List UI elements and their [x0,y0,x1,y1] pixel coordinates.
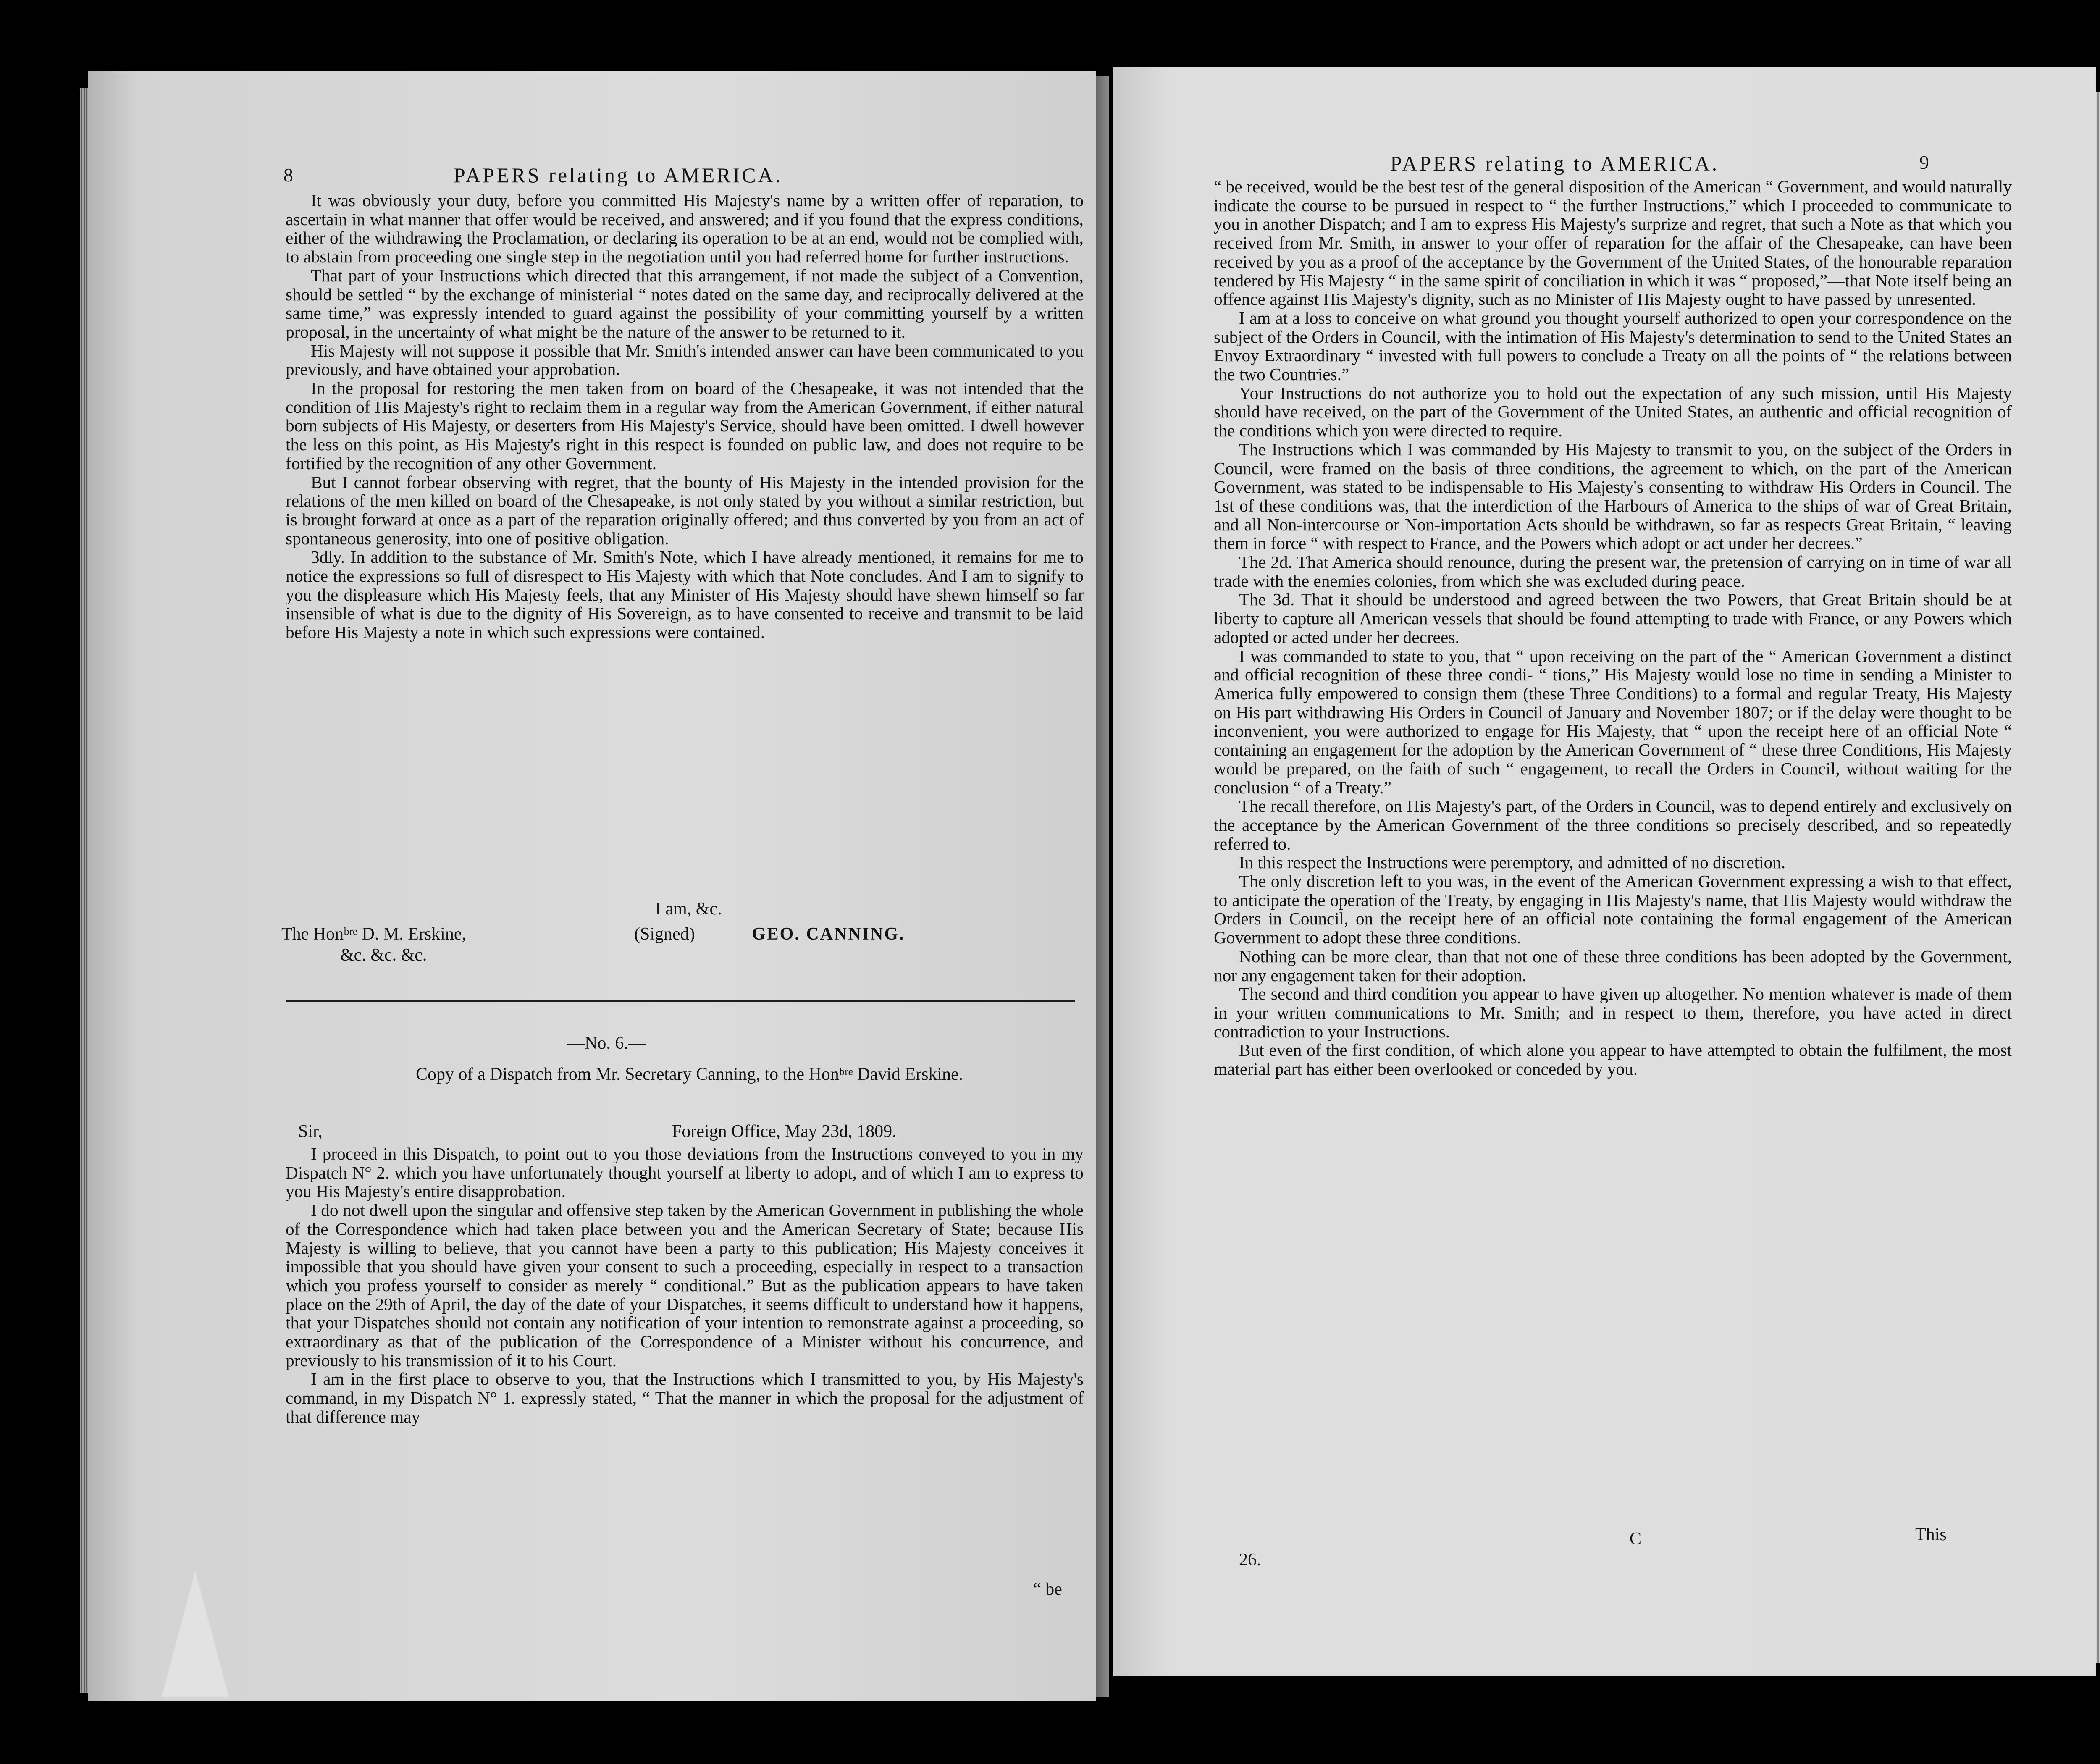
sheet-number: 26. [1239,1550,1261,1570]
paragraph: I do not dwell upon the singular and offensive step taken by the American Government in publishing the whole of the Correspondence which had taken place between you and the American Secretary of State; because His Majesty is willing to believe, that you cannot have been a party to this publication; His Majesty conceives it impossible that you should have given your consent to such a proceeding, especially in respect to a transaction which you profess yourself to consider as merely “ conditional.” But as the publication appears to have taken place on the 29th of April, the day of the date of your Dispatches, it seems difficult to understand how it happens, that your Dispatches should not contain any notification of your intention to remonstrate against a proceeding, so extraordinary as that of the publication of the Correspondence of a Minister without his concurrence, and previously to his transmission of it to his Court. [286,1200,1084,1370]
right-page [1113,67,2096,1676]
dateline: Foreign Office, May 23d, 1809. [672,1122,897,1141]
closing-formula: I am, &c. [655,899,722,919]
document-number: —No. 6.— [567,1034,646,1053]
paragraph: “ be received, would be the best test of the general disposition of the American “ Government, and would naturally indicate the course to be pursued in respect to “ the further Instructions,” which I proceeded to communicate to you in another Dispatch; and I am to express His Majesty's surprize and regret, that such a Note as that which you received from Mr. Smith, in answer to your offer of reparation for the affair of the Chesapeake, can have been received by you as a proof of the acceptance by the Government of the United States, of the honourable reparation tendered by His Majesty “ in the same spirit of conciliation in which it was “ proposed,”—that Note itself being an offence against His Majesty's dignity, such as no Minister of His Majesty ought to have passed by unresented. [1214,177,2012,309]
paragraph: But I cannot forbear observing with regret, that the bounty of His Majesty in the intended provision for the relations of the men killed on board of the Chesapeake, is not only stated by you without a similar restriction, but is brought forward at once as a part of the reparation originally offered; and thus converted by you from an act of spontaneous generosity, into one of positive obligation. [286,472,1084,548]
left-running-head: PAPERS relating to AMERICA. [454,163,783,187]
document-caption: Copy of a Dispatch from Mr. Secretary Canning, to the Honᵇʳᵉ David Erskine. [416,1065,963,1084]
signature-mark: C [1630,1529,1642,1549]
catchword: This [1915,1525,1947,1544]
left-dispatch-text [286,1144,1084,1426]
paragraph: In the proposal for restoring the men taken from on board of the Chesapeake, it was not intended that the condition of His Majesty's right to reclaim them in a regular way from the American Government, if either natural born subjects of His Majesty, or deserters from His Majesty's Service, should have been omitted. I dwell however the less on this point, as His Majesty's right in this respect is founded on public law, and does not require to be fortified by the recognition of any other Government. [286,378,1084,473]
paragraph: The recall therefore, on His Majesty's part, of the Orders in Council, was to depend entirely and exclusively on the acceptance by the American Government of the three conditions so precisely described, and so repeatedly referred to. [1214,796,2012,853]
paragraph: The second and third condition you appear to have given up altogether. No mention whatever is made of them in your written communications to Mr. Smith; and in respect to them, therefore, you have acted in direct contradiction to your Instructions. [1214,984,2012,1041]
paragraph: The Instructions which I was commanded by His Majesty to transmit to you, on the subject of the Orders in Council, were framed on the basis of three conditions, the agreement to which, on the part of the American Government, was stated to be indispensable to His Majesty's consenting to withdraw His Orders in Council. The 1st of these conditions was, that the interdiction of the Harbours of America to the ships of war of Great Britain, and all Non-intercourse or Non-importation Acts should be withdrawn, so far as respects Great Britain, “ leaving them in force “ with respect to France, and the Powers which adopt or act under her decrees.” [1214,439,2012,553]
left-body-text [286,191,1084,642]
right-running-head: PAPERS relating to AMERICA. [1390,152,1719,175]
addressee-line1: The Honᵇʳᵉ D. M. Erskine, [281,924,466,944]
signed-label: (Signed) [634,924,695,944]
salutation: Sir, [298,1122,323,1141]
paragraph: In this respect the Instructions were peremptory, and admitted of no discretion. [1239,853,1786,872]
catchword: “ be [1033,1580,1062,1599]
right-page-edges [2096,92,2100,1663]
paragraph: The 3d. That it should be understood and agreed between the two Powers, that Great Britain should be at liberty to capture all American vessels that should be found attempting to trade with France, or any Powers which adopted or acted under her decrees. [1214,590,2012,647]
paragraph: I was commanded to state to you, that “ upon receiving on the part of the “ American Government a distinct and official recognition of these three condi- “ tions,” His Majesty would lose no time in sending a Minister to America fully empowered to consign them (these Three Conditions) to a formal and regular Treaty, His Majesty on His part withdrawing His Orders in Council of January and November 1807; or if the delay were thought to be inconvenient, you were authorized to engage for His Majesty, that “ upon the receipt here of an official Note “ containing an engagement for the adoption by the American Government of “ these three Conditions, His Majesty would be prepared, on the faith of such “ engagement, to recall the Orders in Council, without waiting for the conclusion “ of a Treaty.” [1214,646,2012,797]
right-body-text [1214,177,2012,1079]
paragraph: I am at a loss to conceive on what ground you thought yourself authorized to open your correspondence on the subject of the Orders in Council, with the intimation of His Majesty's determination to send to the United States an Envoy Extraordinary “ invested with full powers to conclude a Treaty on all the points of “ the relations between the two Countries.” [1214,308,2012,384]
bookmark-tip [162,1571,229,1697]
paragraph: His Majesty will not suppose it possible that Mr. Smith's intended answer can have been communicated to you previously, and have obtained your approbation. [286,341,1084,379]
paragraph: I am in the first place to observe to you, that the Instructions which I transmitted to you, by His Majesty's command, in my Dispatch N° 1. expressly stated, “ That the manner in which the proposal for the adjustment of that difference may [286,1369,1084,1426]
paragraph: The only discretion left to you was, in the event of the American Government expressing a wish to that effect, to anticipate the operation of the Treaty, by engaging in His Majesty's name, that His Majesty would withdraw the Orders in Council, on the receipt here of an official note containing the formal engagement of the American Government to adopt these three conditions. [1214,872,2012,948]
paragraph: It was obviously your duty, before you committed His Majesty's name by a written offer of reparation, to ascertain in what manner that offer would be received, and answered; and if you found that the express conditions, either of the withdrawing the Proclamation, or declaring its operation to be at an end, would not be complied with, to abstain from proceeding one single step in the negotiation until you had referred home for further instructions. [286,191,1084,267]
section-rule [286,1000,1075,1002]
left-page-number: 8 [284,164,293,186]
paragraph: That part of your Instructions which directed that this arrangement, if not made the subject of a Convention, should be settled “ by the exchange of ministerial “ notes dated on the same day, and reciprocally delivered at the same time,” was expressly intended to guard against the possibility of your committing yourself by a written proposal, in the uncertainty of what might be the nature of the answer to be returned to it. [286,265,1084,341]
paragraph: 3dly. In addition to the substance of Mr. Smith's Note, which I have already mentioned, it remains for me to notice the expressions so full of disrespect to His Majesty with which that Note concludes. And I am to signify to you the displeasure which His Majesty feels, that any Minister of His Majesty should have shewn himself so far insensible of what is due to the dignity of His Sovereign, as to have consented to receive and transmit to be laid before His Majesty a note in which such expressions were contained. [286,547,1084,642]
addressee-line2: &c. &c. &c. [340,945,427,965]
paragraph: But even of the first condition, of which alone you appear to have attempted to obtain the fulfilment, the most material part has either been overlooked or conceded by you. [1214,1040,2012,1079]
paragraph: Your Instructions do not authorize you to hold out the expectation of any such mission, until His Majesty should have received, on the part of the Government of the United States, an authentic and official recognition of the conditions which you were directed to require. [1214,383,2012,441]
signatory-name: GEO. CANNING. [752,924,905,944]
paragraph: The 2d. That America should renounce, during the present war, the pretension of carrying on in time of war all trade with the enemies colonies, from which she was excluded during peace. [1214,552,2012,591]
left-page [88,71,1096,1701]
right-page-number: 9 [1919,152,1929,173]
paragraph: I proceed in this Dispatch, to point out to you those deviations from the Instructions conveyed to you in my Dispatch N° 2. which you have unfortunately thought yourself at liberty to adopt, and of which I am to express to you His Majesty's entire disapprobation. [286,1144,1084,1201]
paragraph: Nothing can be more clear, than that not one of these three conditions has been adopted by the Government, nor any engagement taken for their adoption. [1214,946,2012,985]
